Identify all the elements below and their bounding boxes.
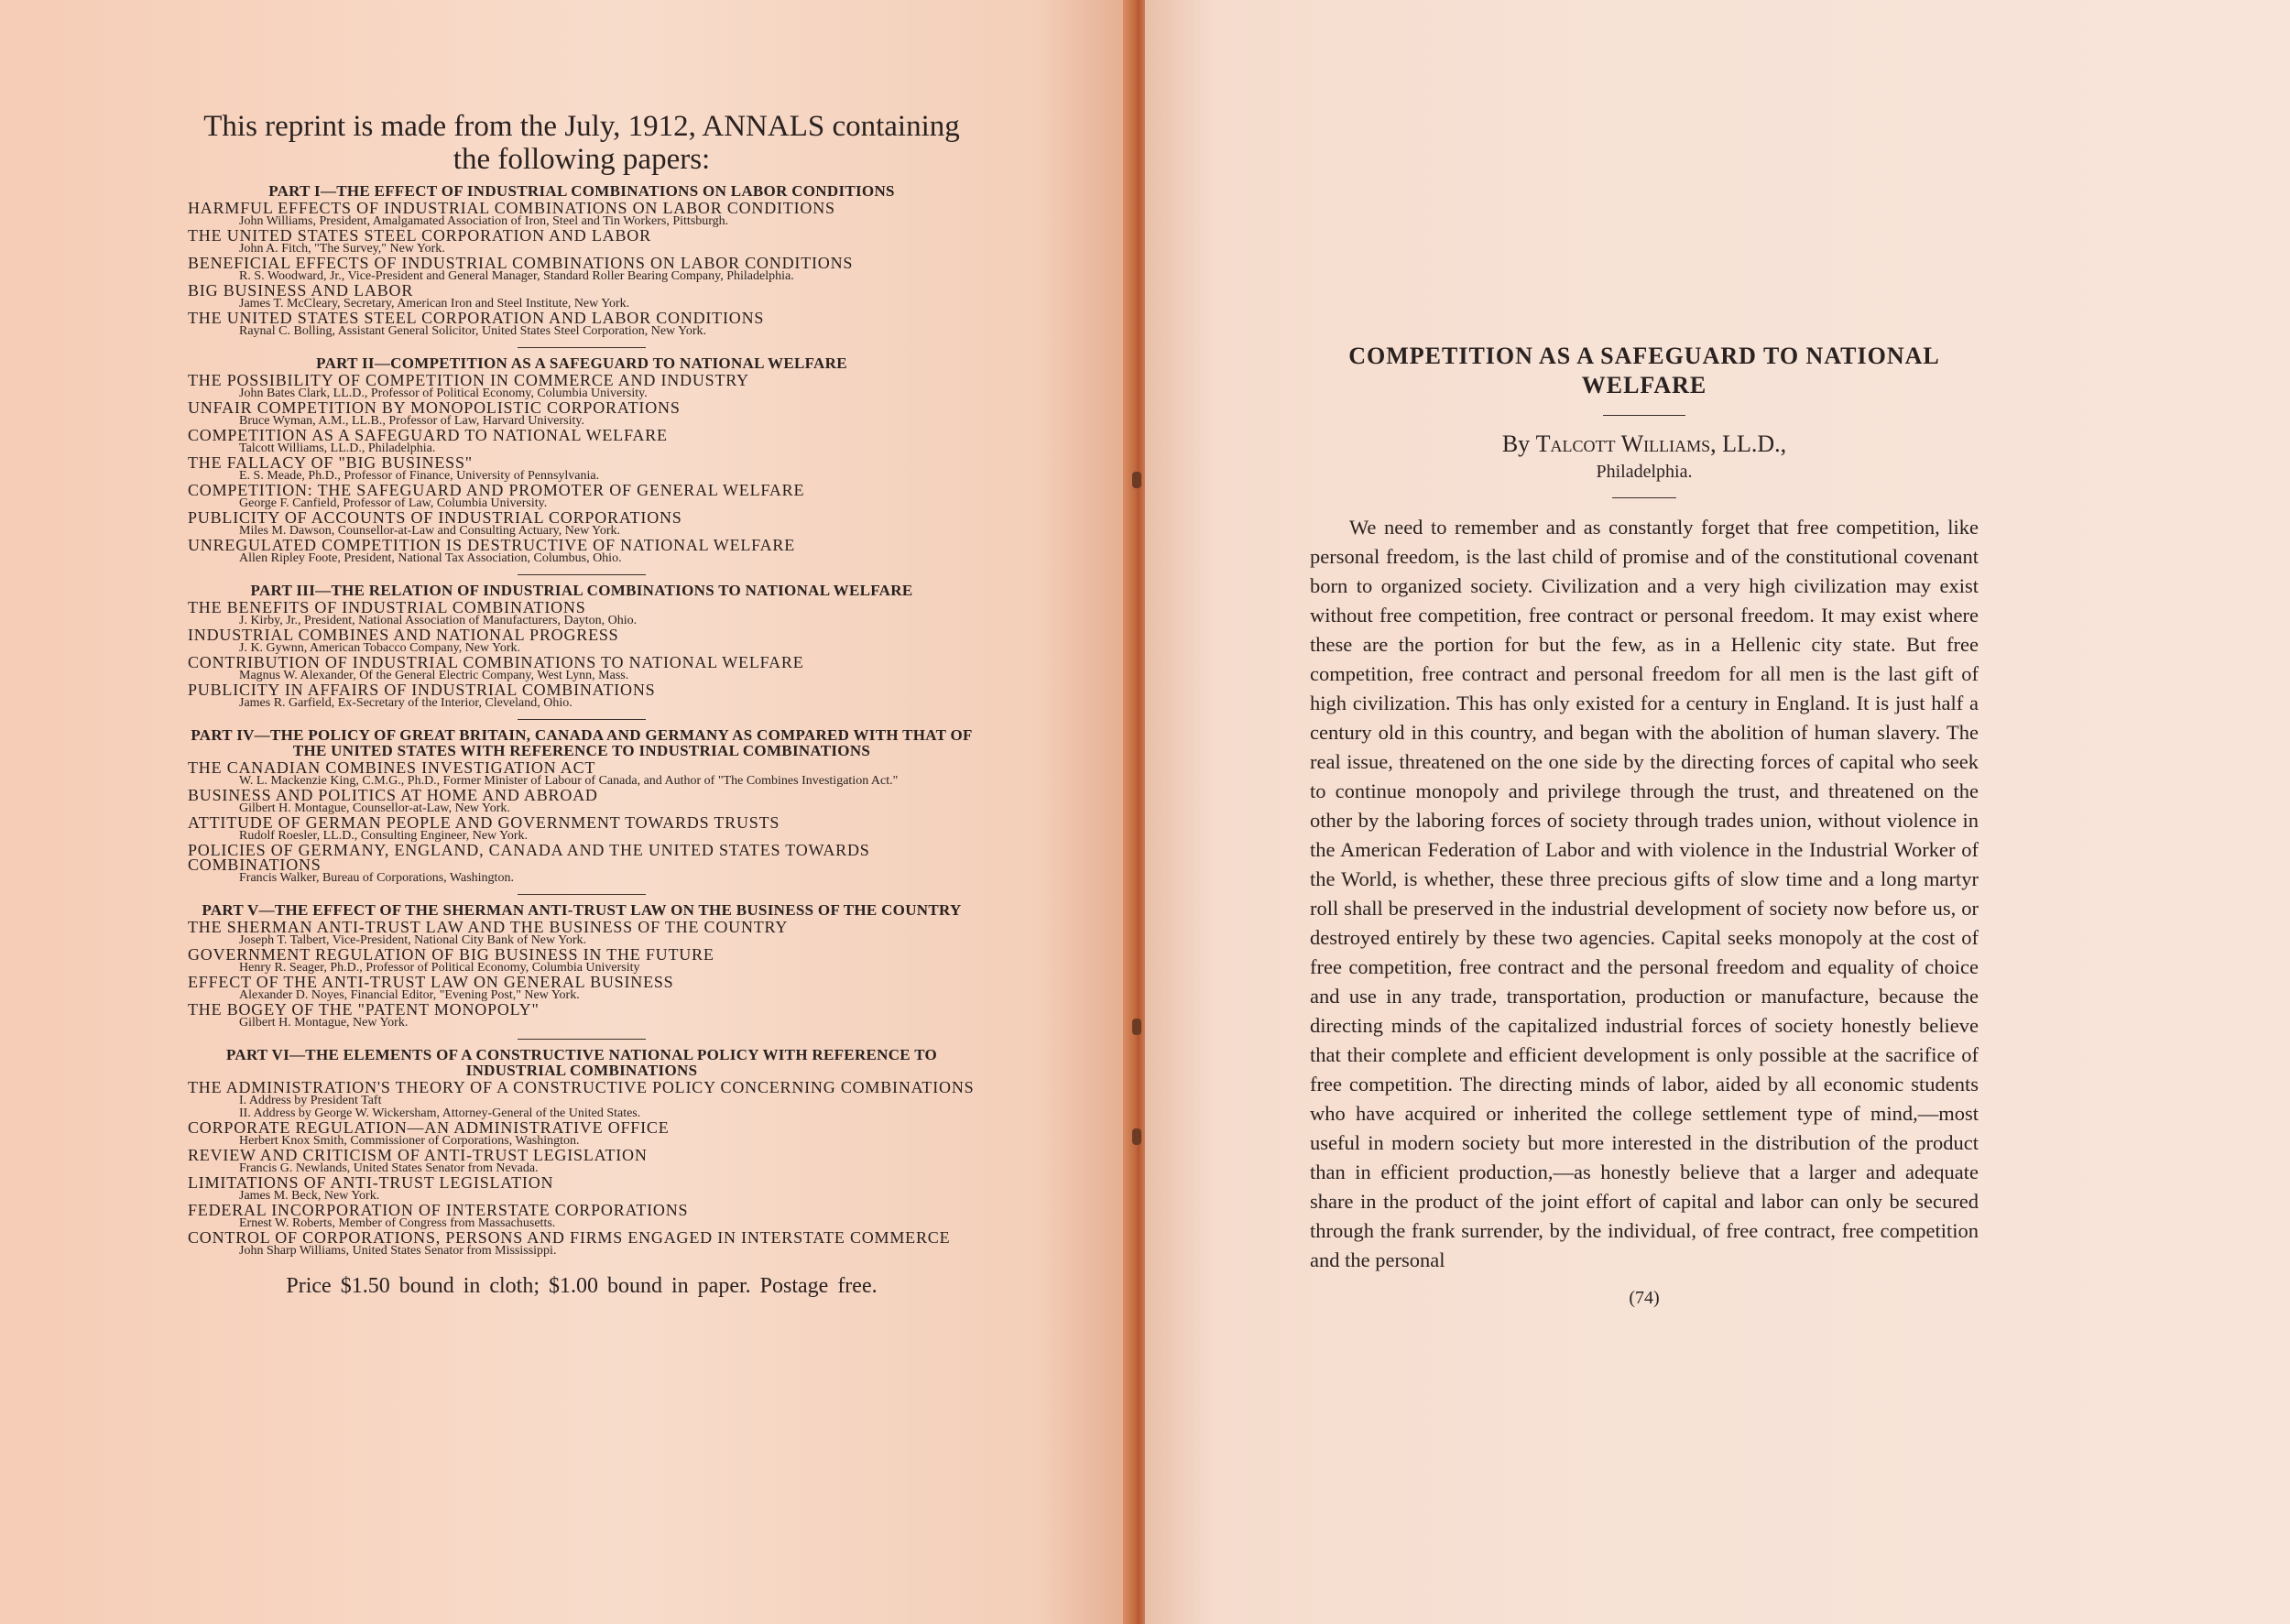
paper-author: Herbert Knox Smith, Commissioner of Corporations, Washington.	[239, 1134, 580, 1148]
contents-part	[188, 902, 976, 1030]
paper-author: James M. Beck, New York.	[239, 1189, 380, 1203]
part-title: PART IV—THE POLICY OF GREAT BRITAIN, CANADA AND GERMANY AS COMPARED WITH THAT OF THE UNITED STATES WITH REFERENCE TO INDUSTRIAL COMBINATIONS	[191, 726, 973, 759]
binding-stitch	[1132, 472, 1141, 488]
paper-title: THE CANADIAN COMBINES INVESTIGATION ACT	[188, 758, 596, 777]
part-separator	[518, 1039, 646, 1040]
paper-title: THE FALLACY OF "BIG BUSINESS"	[188, 453, 473, 472]
parts-list	[188, 183, 976, 1258]
part-title: PART II—COMPETITION AS A SAFEGUARD TO NATIONAL WELFARE	[316, 354, 847, 372]
paper-author: Joseph T. Talbert, Vice-President, National City Bank of New York.	[239, 933, 586, 947]
paper-title: PUBLICITY IN AFFAIRS OF INDUSTRIAL COMBINATIONS	[188, 681, 656, 699]
paper-title: HARMFUL EFFECTS OF INDUSTRIAL COMBINATIONS ON LABOR CONDITIONS	[188, 199, 835, 217]
contents-part	[188, 583, 976, 710]
paper-title: REVIEW AND CRITICISM OF ANTI-TRUST LEGISLATION	[188, 1146, 648, 1164]
part-title: PART VI—THE ELEMENTS OF A CONSTRUCTIVE NATIONAL POLICY WITH REFERENCE TO INDUSTRIAL COMBINATIONS	[225, 1046, 938, 1079]
paper-title: CORPORATE REGULATION—AN ADMINISTRATIVE OFFICE	[188, 1118, 670, 1137]
article-title: COMPETITION AS A SAFEGUARD TO NATIONAL WELFARE	[1348, 343, 1940, 398]
part-separator	[518, 574, 646, 575]
paper-title: FEDERAL INCORPORATION OF INTERSTATE CORPORATIONS	[188, 1201, 689, 1219]
paper-author: Rudolf Roesler, LL.D., Consulting Engineer, New York.	[239, 829, 529, 843]
paper-author: Francis Walker, Bureau of Corporations, Washington.	[239, 871, 514, 885]
paper-title: LIMITATIONS OF ANTI-TRUST LEGISLATION	[188, 1173, 554, 1192]
contents-part	[188, 727, 976, 885]
reprint-contents	[188, 110, 976, 1299]
author-name: Talcott Williams, LL.D.,	[1535, 431, 1787, 457]
paper-title: BUSINESS AND POLITICS AT HOME AND ABROAD	[188, 786, 598, 804]
paper-author: Magnus W. Alexander, Of the General Electric Company, West Lynn, Mass.	[239, 669, 629, 682]
paper-author: J. K. Gywnn, American Tobacco Company, New York.	[239, 641, 520, 655]
right-page	[1145, 0, 2290, 1624]
paper-title: COMPETITION AS A SAFEGUARD TO NATIONAL WELFARE	[188, 426, 668, 444]
paper-author: I. Address by President Taft	[239, 1094, 382, 1107]
author-affiliation: Philadelphia.	[1596, 462, 1693, 482]
paper-title: UNFAIR COMPETITION BY MONOPOLISTIC CORPORATIONS	[188, 398, 681, 417]
paper-author: Allen Ripley Foote, President, National Tax Association, Columbus, Ohio.	[239, 551, 622, 565]
paper-author: George F. Canfield, Professor of Law, Columbia University.	[239, 496, 548, 510]
paper-author: Francis G. Newlands, United States Senator from Nevada.	[239, 1161, 539, 1175]
paper-title: BIG BUSINESS AND LABOR	[188, 281, 414, 300]
paper-author: R. S. Woodward, Jr., Vice-President and General Manager, Standard Roller Bearing Company, Philadelphia.	[239, 269, 794, 283]
byline-rule	[1612, 497, 1676, 498]
paper-author: Henry R. Seager, Ph.D., Professor of Political Economy, Columbia University	[239, 961, 640, 975]
part-title: PART III—THE RELATION OF INDUSTRIAL COMBINATIONS TO NATIONAL WELFARE	[250, 582, 913, 599]
part-title: PART V—THE EFFECT OF THE SHERMAN ANTI-TRUST LAW ON THE BUSINESS OF THE COUNTRY	[202, 901, 962, 919]
article	[1310, 342, 1979, 1309]
paper-title: CONTROL OF CORPORATIONS, PERSONS AND FIRMS ENGAGED IN INTERSTATE COMMERCE	[188, 1228, 951, 1247]
paper-title: THE UNITED STATES STEEL CORPORATION AND LABOR	[188, 226, 651, 245]
paper-title: EFFECT OF THE ANTI-TRUST LAW ON GENERAL BUSINESS	[188, 973, 674, 991]
paper-author: Miles M. Dawson, Counsellor-at-Law and Consulting Actuary, New York.	[239, 524, 621, 538]
paper-title: COMPETITION: THE SAFEGUARD AND PROMOTER OF GENERAL WELFARE	[188, 481, 805, 499]
paper-author: W. L. Mackenzie King, C.M.G., Ph.D., Former Minister of Labour of Canada, and Author of "The Combines Investigation Act."	[239, 774, 899, 788]
paper-title: THE POSSIBILITY OF COMPETITION IN COMMERCE AND INDUSTRY	[188, 371, 749, 389]
paper-author: Alexander D. Noyes, Financial Editor, "Evening Post," New York.	[239, 988, 580, 1002]
contents-part	[188, 1047, 976, 1258]
paper-title: GOVERNMENT REGULATION OF BIG BUSINESS IN THE FUTURE	[188, 945, 714, 964]
paper-title: ATTITUDE OF GERMAN PEOPLE AND GOVERNMENT TOWARDS TRUSTS	[188, 813, 780, 832]
paper-author: Gilbert H. Montague, New York.	[239, 1016, 409, 1030]
left-page	[0, 0, 1129, 1624]
paper-author: J. Kirby, Jr., President, National Association of Manufacturers, Dayton, Ohio.	[239, 614, 638, 627]
paper-title: BENEFICIAL EFFECTS OF INDUSTRIAL COMBINATIONS ON LABOR CONDITIONS	[188, 254, 854, 272]
paper-author: James T. McCleary, Secretary, American Iron and Steel Institute, New York.	[239, 297, 630, 311]
paper-title: CONTRIBUTION OF INDUSTRIAL COMBINATIONS TO NATIONAL WELFARE	[188, 653, 804, 671]
paper-title: INDUSTRIAL COMBINES AND NATIONAL PROGRESS	[188, 626, 619, 644]
part-separator	[518, 894, 646, 895]
paper-title: PUBLICITY OF ACCOUNTS OF INDUSTRIAL CORPORATIONS	[188, 508, 682, 527]
paper-author: Raynal C. Bolling, Assistant General Solicitor, United States Steel Corporation, New York.	[239, 324, 707, 338]
contents-part	[188, 355, 976, 565]
contents-part	[188, 183, 976, 338]
paper-title: THE BOGEY OF THE "PATENT MONOPOLY"	[188, 1000, 540, 1019]
paper-author: John Sharp Williams, United States Senator from Mississippi.	[239, 1244, 557, 1258]
byline-prefix: By	[1501, 431, 1531, 457]
paper-author: Gilbert H. Montague, Counsellor-at-Law, New York.	[239, 801, 510, 815]
paper-author: E. S. Meade, Ph.D., Professor of Finance, University of Pennsylvania.	[239, 469, 600, 483]
paper-author: James R. Garfield, Ex-Secretary of the Interior, Cleveland, Ohio.	[239, 696, 572, 710]
paper-title: POLICIES OF GERMANY, ENGLAND, CANADA AND THE UNITED STATES TOWARDS COMBINATIONS	[188, 841, 870, 874]
price-line: Price $1.50 bound in cloth; $1.00 bound in paper. Postage free.	[286, 1274, 878, 1298]
paper-title: UNREGULATED COMPETITION IS DESTRUCTIVE OF NATIONAL WELFARE	[188, 536, 796, 554]
paper-author: Ernest W. Roberts, Member of Congress from Massachusetts.	[239, 1216, 556, 1230]
paper-author: Bruce Wyman, A.M., LL.B., Professor of Law, Harvard University.	[239, 414, 584, 428]
reprint-heading: This reprint is made from the July, 1912, ANNALS containing the following papers:	[203, 110, 960, 176]
paper-author: Talcott Williams, LL.D., Philadelphia.	[239, 441, 436, 455]
paper-title: THE BENEFITS OF INDUSTRIAL COMBINATIONS	[188, 598, 586, 616]
article-body: We need to remember and as constantly forget that free competition, like personal freedom, is the last child of promise and of the constitutional covenant born to organized society. Civilization and a very high civilization may exist without free competition, free contract or personal freedom. It may exist where these are the portion for but the few, as in a Hellenic city state. But free competition, free contract and personal freedom for all men is the last gift of high civilization. This has only existed for a century in England. It is just half a century old in this country, and began with the abolition of human slavery. The real issue, threatened on the one side by the directing forces of capital who seek to continue monopoly and privilege through the trust, and threatened on the other by the laboring forces of society through trades union, without violence in the American Federation of Labor and with violence in the Industrial Worker of the World, is whether, these three precious gifts of slow time and a long martyr roll shall be preserved in the industrial development of society now before us, or destroyed entirely by these two agencies. Capital seeks monopoly at the cost of free competition, free contract and the personal freedom and equality of choice and use in any trade, transportation, production or manufacture, because the directing minds of the capitalized industrial forces of society honestly believe that their complete and efficient development is only possible at the sacrifice of free competition. The directing minds of labor, aided by all economic students who have acquired or inherited the college settlement type of mind,—most useful in modern society but more interested in the distribution of the product than in efficient production,—as honestly believe that a larger and adequate share in the product of the joint effort of capital and labor can only be secured through the frank surrender, by the individual, of free contract, free competition and the personal	[1310, 516, 1979, 1271]
part-separator	[518, 719, 646, 720]
paper-author: John Williams, President, Amalgamated Association of Iron, Steel and Tin Workers, Pittsburgh.	[239, 214, 729, 228]
binding-stitch	[1132, 1128, 1141, 1145]
byline	[1310, 431, 1979, 458]
paper-author: II. Address by George W. Wickersham, Attorney-General of the United States.	[239, 1106, 641, 1120]
part-separator	[518, 347, 646, 348]
part-title: PART I—THE EFFECT OF INDUSTRIAL COMBINATIONS ON LABOR CONDITIONS	[268, 182, 895, 200]
paper-author: John Bates Clark, LL.D., Professor of Political Economy, Columbia University.	[239, 387, 648, 400]
binding-stitch	[1132, 1019, 1141, 1035]
paper-author: John A. Fitch, "The Survey," New York.	[239, 242, 445, 256]
page-number: (74)	[1629, 1288, 1660, 1308]
title-rule	[1603, 415, 1685, 416]
paper-title: THE UNITED STATES STEEL CORPORATION AND LABOR CONDITIONS	[188, 309, 765, 327]
paper-title: THE SHERMAN ANTI-TRUST LAW AND THE BUSINESS OF THE COUNTRY	[188, 918, 789, 936]
paper-title: THE ADMINISTRATION'S THEORY OF A CONSTRUCTIVE POLICY CONCERNING COMBINATIONS	[188, 1078, 975, 1096]
